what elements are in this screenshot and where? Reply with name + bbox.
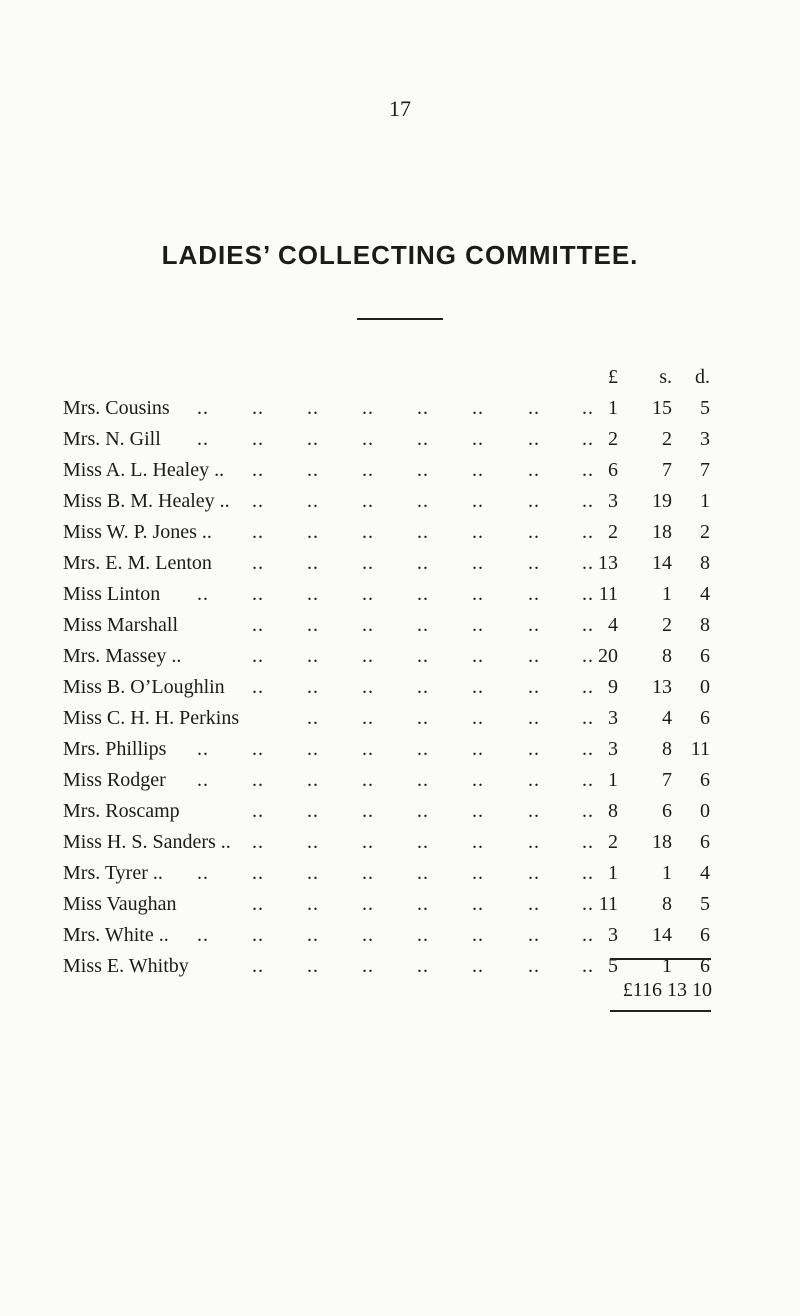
shillings-amount: 15 [652, 397, 672, 419]
pounds-amount: 8 [608, 800, 618, 822]
pence-amount: 8 [700, 614, 710, 636]
leader-dots: .. [582, 552, 594, 574]
dot-leaders [0, 455, 800, 486]
pounds-amount: 2 [608, 831, 618, 853]
pounds-amount: 1 [608, 397, 618, 419]
contributions-table [0, 362, 800, 982]
dot-leaders [0, 641, 800, 672]
leader-dots: .. [472, 800, 484, 822]
leader-dots: .. [472, 924, 484, 946]
pence-amount: 6 [700, 645, 710, 667]
leader-dots: .. [417, 459, 429, 481]
contributor-name: Miss W. P. Jones .. [63, 521, 212, 543]
table-row [0, 765, 800, 796]
dot-leaders [0, 796, 800, 827]
leader-dots: .. [252, 583, 264, 605]
contributor-name: Mrs. Massey .. [63, 645, 182, 667]
leader-dots: .. [417, 831, 429, 853]
leader-dots: .. [528, 521, 540, 543]
dot-leaders [0, 672, 800, 703]
contributor-name: Miss B. O’Loughlin [63, 676, 225, 698]
leader-dots: .. [417, 552, 429, 574]
pence-amount: 0 [700, 676, 710, 698]
shillings-amount: 19 [652, 490, 672, 512]
pounds-amount: 3 [608, 738, 618, 760]
leader-dots: .. [307, 800, 319, 822]
shillings-amount: 2 [662, 614, 672, 636]
dot-leaders [0, 858, 800, 889]
dot-leaders [0, 734, 800, 765]
pounds-amount: 2 [608, 428, 618, 450]
total-rule-top [610, 958, 711, 960]
leader-dots: .. [582, 707, 594, 729]
contributor-name: Mrs. Phillips [63, 738, 167, 760]
pence-amount: 6 [700, 924, 710, 946]
leader-dots: .. [307, 645, 319, 667]
leader-dots: .. [472, 459, 484, 481]
table-row [0, 579, 800, 610]
leader-dots: .. [362, 428, 374, 450]
pounds-amount: 1 [608, 862, 618, 884]
pence-amount: 4 [700, 583, 710, 605]
pence-amount: 5 [700, 397, 710, 419]
shillings-amount: 7 [662, 459, 672, 481]
pounds-amount: 5 [608, 955, 618, 977]
shillings-amount: 2 [662, 428, 672, 450]
contributor-name: Miss B. M. Healey .. [63, 490, 230, 512]
leader-dots: .. [472, 893, 484, 915]
leader-dots: .. [307, 769, 319, 791]
shillings-amount: 7 [662, 769, 672, 791]
dot-leaders [0, 703, 800, 734]
leader-dots: .. [528, 893, 540, 915]
shillings-amount: 1 [662, 583, 672, 605]
leader-dots: .. [417, 521, 429, 543]
leader-dots: .. [252, 552, 264, 574]
leader-dots: .. [197, 397, 209, 419]
leader-dots: .. [252, 459, 264, 481]
leader-dots: .. [528, 924, 540, 946]
leader-dots: .. [582, 397, 594, 419]
pence-amount: 1 [700, 490, 710, 512]
leader-dots: .. [528, 552, 540, 574]
leader-dots: .. [472, 552, 484, 574]
leader-dots: .. [307, 738, 319, 760]
leader-dots: .. [417, 800, 429, 822]
total-rule-bottom [610, 1010, 711, 1012]
leader-dots: .. [307, 459, 319, 481]
leader-dots: .. [582, 738, 594, 760]
contributor-name: Miss Vaughan [63, 893, 177, 915]
leader-dots: .. [307, 862, 319, 884]
shillings-amount: 1 [662, 955, 672, 977]
leader-dots: .. [417, 707, 429, 729]
leader-dots: .. [472, 583, 484, 605]
leader-dots: .. [307, 583, 319, 605]
pence-amount: 11 [690, 738, 710, 760]
dot-leaders [0, 517, 800, 548]
leader-dots: .. [197, 583, 209, 605]
pounds-amount: 20 [598, 645, 618, 667]
table-row [0, 641, 800, 672]
pounds-amount: 9 [608, 676, 618, 698]
leader-dots: .. [252, 676, 264, 698]
pence-amount: 5 [700, 893, 710, 915]
page-title: LADIES’ COLLECTING COMMITTEE. [161, 240, 639, 270]
leader-dots: .. [417, 924, 429, 946]
leader-dots: .. [582, 428, 594, 450]
leader-dots: .. [472, 521, 484, 543]
leader-dots: .. [252, 738, 264, 760]
shillings-amount: 4 [662, 707, 672, 729]
pence-column-header: d. [695, 366, 710, 388]
leader-dots: .. [417, 645, 429, 667]
contributor-name: Miss Marshall [63, 614, 178, 636]
leader-dots: .. [362, 862, 374, 884]
leader-dots: .. [528, 738, 540, 760]
leader-dots: .. [417, 428, 429, 450]
leader-dots: .. [197, 738, 209, 760]
pence-amount: 6 [700, 955, 710, 977]
contributor-name: Miss Linton [63, 583, 161, 605]
leader-dots: .. [252, 614, 264, 636]
page-number: 17 [389, 96, 411, 121]
table-row [0, 827, 800, 858]
leader-dots: .. [417, 893, 429, 915]
leader-dots: .. [417, 738, 429, 760]
table-row [0, 548, 800, 579]
contributor-name: Mrs. White .. [63, 924, 169, 946]
leader-dots: .. [307, 397, 319, 419]
leader-dots: .. [417, 397, 429, 419]
leader-dots: .. [472, 769, 484, 791]
pounds-amount: 3 [608, 707, 618, 729]
leader-dots: .. [252, 769, 264, 791]
table-row [0, 486, 800, 517]
dot-leaders [0, 920, 800, 951]
leader-dots: .. [362, 583, 374, 605]
leader-dots: .. [307, 893, 319, 915]
leader-dots: .. [307, 924, 319, 946]
grand-total: £116 13 10 [622, 979, 712, 1001]
dot-leaders [0, 393, 800, 424]
leader-dots: .. [197, 428, 209, 450]
contributor-name: Mrs. Cousins [63, 397, 170, 419]
leader-dots: .. [252, 645, 264, 667]
leader-dots: .. [362, 893, 374, 915]
leader-dots: .. [252, 490, 264, 512]
leader-dots: .. [528, 459, 540, 481]
leader-dots: .. [252, 893, 264, 915]
leader-dots: .. [362, 924, 374, 946]
leader-dots: .. [417, 862, 429, 884]
leader-dots: .. [582, 831, 594, 853]
leader-dots: .. [582, 645, 594, 667]
contributor-name: Mrs. N. Gill [63, 428, 161, 450]
leader-dots: .. [307, 521, 319, 543]
leader-dots: .. [528, 428, 540, 450]
table-row [0, 610, 800, 641]
table-row [0, 796, 800, 827]
shillings-amount: 13 [652, 676, 672, 698]
pence-amount: 6 [700, 769, 710, 791]
leader-dots: .. [472, 707, 484, 729]
leader-dots: .. [252, 831, 264, 853]
dot-leaders [0, 486, 800, 517]
leader-dots: .. [528, 831, 540, 853]
leader-dots: .. [582, 459, 594, 481]
table-row [0, 517, 800, 548]
shillings-amount: 8 [662, 738, 672, 760]
leader-dots: .. [197, 862, 209, 884]
table-row [0, 703, 800, 734]
pence-amount: 3 [700, 428, 710, 450]
leader-dots: .. [197, 924, 209, 946]
contributor-name: Mrs. E. M. Lenton [63, 552, 212, 574]
leader-dots: .. [307, 831, 319, 853]
leader-dots: .. [582, 614, 594, 636]
leader-dots: .. [362, 800, 374, 822]
shillings-column-header: s. [659, 366, 672, 388]
pounds-amount: 4 [608, 614, 618, 636]
leader-dots: .. [307, 707, 319, 729]
table-row [0, 889, 800, 920]
leader-dots: .. [362, 676, 374, 698]
leader-dots: .. [252, 521, 264, 543]
contributor-name: Miss H. S. Sanders .. [63, 831, 231, 853]
leader-dots: .. [252, 924, 264, 946]
leader-dots: .. [362, 552, 374, 574]
pence-amount: 2 [700, 521, 710, 543]
leader-dots: .. [528, 490, 540, 512]
pounds-amount: 2 [608, 521, 618, 543]
leader-dots: .. [197, 769, 209, 791]
leader-dots: .. [528, 645, 540, 667]
leader-dots: .. [362, 459, 374, 481]
contribution-rows [0, 393, 800, 982]
contributor-name: Miss A. L. Healey .. [63, 459, 225, 481]
leader-dots: .. [582, 583, 594, 605]
pounds-amount: 13 [598, 552, 618, 574]
shillings-amount: 18 [652, 521, 672, 543]
leader-dots: .. [528, 676, 540, 698]
leader-dots: .. [417, 769, 429, 791]
leader-dots: .. [472, 955, 484, 977]
leader-dots: .. [417, 955, 429, 977]
leader-dots: .. [252, 800, 264, 822]
leader-dots: .. [528, 397, 540, 419]
leader-dots: .. [528, 583, 540, 605]
table-row [0, 920, 800, 951]
leader-dots: .. [582, 862, 594, 884]
leader-dots: .. [582, 893, 594, 915]
leader-dots: .. [472, 831, 484, 853]
table-row [0, 393, 800, 424]
leader-dots: .. [528, 614, 540, 636]
dot-leaders [0, 827, 800, 858]
pounds-amount: 1 [608, 769, 618, 791]
leader-dots: .. [528, 862, 540, 884]
column-headers [0, 362, 800, 393]
leader-dots: .. [362, 614, 374, 636]
leader-dots: .. [582, 955, 594, 977]
dot-leaders [0, 548, 800, 579]
leader-dots: .. [417, 583, 429, 605]
leader-dots: .. [582, 490, 594, 512]
leader-dots: .. [362, 397, 374, 419]
leader-dots: .. [582, 800, 594, 822]
leader-dots: .. [528, 800, 540, 822]
leader-dots: .. [307, 676, 319, 698]
contributor-name: Mrs. Tyrer .. [63, 862, 163, 884]
pounds-column-header: £ [608, 366, 618, 388]
pounds-amount: 11 [598, 583, 618, 605]
leader-dots: .. [362, 707, 374, 729]
leader-dots: .. [417, 676, 429, 698]
shillings-amount: 18 [652, 831, 672, 853]
leader-dots: .. [582, 924, 594, 946]
leader-dots: .. [472, 614, 484, 636]
contributor-name: Mrs. Roscamp [63, 800, 180, 822]
shillings-amount: 8 [662, 893, 672, 915]
leader-dots: .. [307, 614, 319, 636]
leader-dots: .. [307, 955, 319, 977]
pounds-amount: 11 [598, 893, 618, 915]
leader-dots: .. [362, 490, 374, 512]
leader-dots: .. [362, 769, 374, 791]
leader-dots: .. [417, 490, 429, 512]
leader-dots: .. [362, 955, 374, 977]
pence-amount: 8 [700, 552, 710, 574]
leader-dots: .. [472, 428, 484, 450]
shillings-amount: 14 [652, 924, 672, 946]
table-row [0, 424, 800, 455]
leader-dots: .. [307, 552, 319, 574]
contributor-name: Miss Rodger [63, 769, 166, 791]
leader-dots: .. [582, 676, 594, 698]
dot-leaders [0, 579, 800, 610]
leader-dots: .. [417, 614, 429, 636]
leader-dots: .. [252, 955, 264, 977]
dot-leaders [0, 765, 800, 796]
pounds-amount: 6 [608, 459, 618, 481]
table-row [0, 858, 800, 889]
leader-dots: .. [528, 769, 540, 791]
leader-dots: .. [362, 738, 374, 760]
table-row [0, 455, 800, 486]
pence-amount: 6 [700, 831, 710, 853]
leader-dots: .. [472, 490, 484, 512]
leader-dots: .. [472, 645, 484, 667]
table-row [0, 734, 800, 765]
leader-dots: .. [252, 428, 264, 450]
dot-leaders [0, 889, 800, 920]
leader-dots: .. [472, 738, 484, 760]
leader-dots: .. [252, 862, 264, 884]
leader-dots: .. [252, 397, 264, 419]
table-row [0, 672, 800, 703]
leader-dots: .. [307, 428, 319, 450]
leader-dots: .. [472, 676, 484, 698]
pence-amount: 4 [700, 862, 710, 884]
pounds-amount: 3 [608, 490, 618, 512]
pence-amount: 7 [700, 459, 710, 481]
dot-leaders [0, 610, 800, 641]
pence-amount: 0 [700, 800, 710, 822]
shillings-amount: 14 [652, 552, 672, 574]
pence-amount: 6 [700, 707, 710, 729]
shillings-amount: 1 [662, 862, 672, 884]
leader-dots: .. [472, 862, 484, 884]
dot-leaders [0, 424, 800, 455]
leader-dots: .. [362, 645, 374, 667]
leader-dots: .. [582, 521, 594, 543]
contributor-name: Miss C. H. H. Perkins [63, 707, 240, 729]
title-divider [357, 318, 443, 320]
leader-dots: .. [362, 831, 374, 853]
leader-dots: .. [528, 955, 540, 977]
leader-dots: .. [472, 397, 484, 419]
leader-dots: .. [307, 490, 319, 512]
leader-dots: .. [582, 769, 594, 791]
shillings-amount: 6 [662, 800, 672, 822]
leader-dots: .. [362, 521, 374, 543]
shillings-amount: 8 [662, 645, 672, 667]
pounds-amount: 3 [608, 924, 618, 946]
contributor-name: Miss E. Whitby [63, 955, 189, 977]
leader-dots: .. [528, 707, 540, 729]
